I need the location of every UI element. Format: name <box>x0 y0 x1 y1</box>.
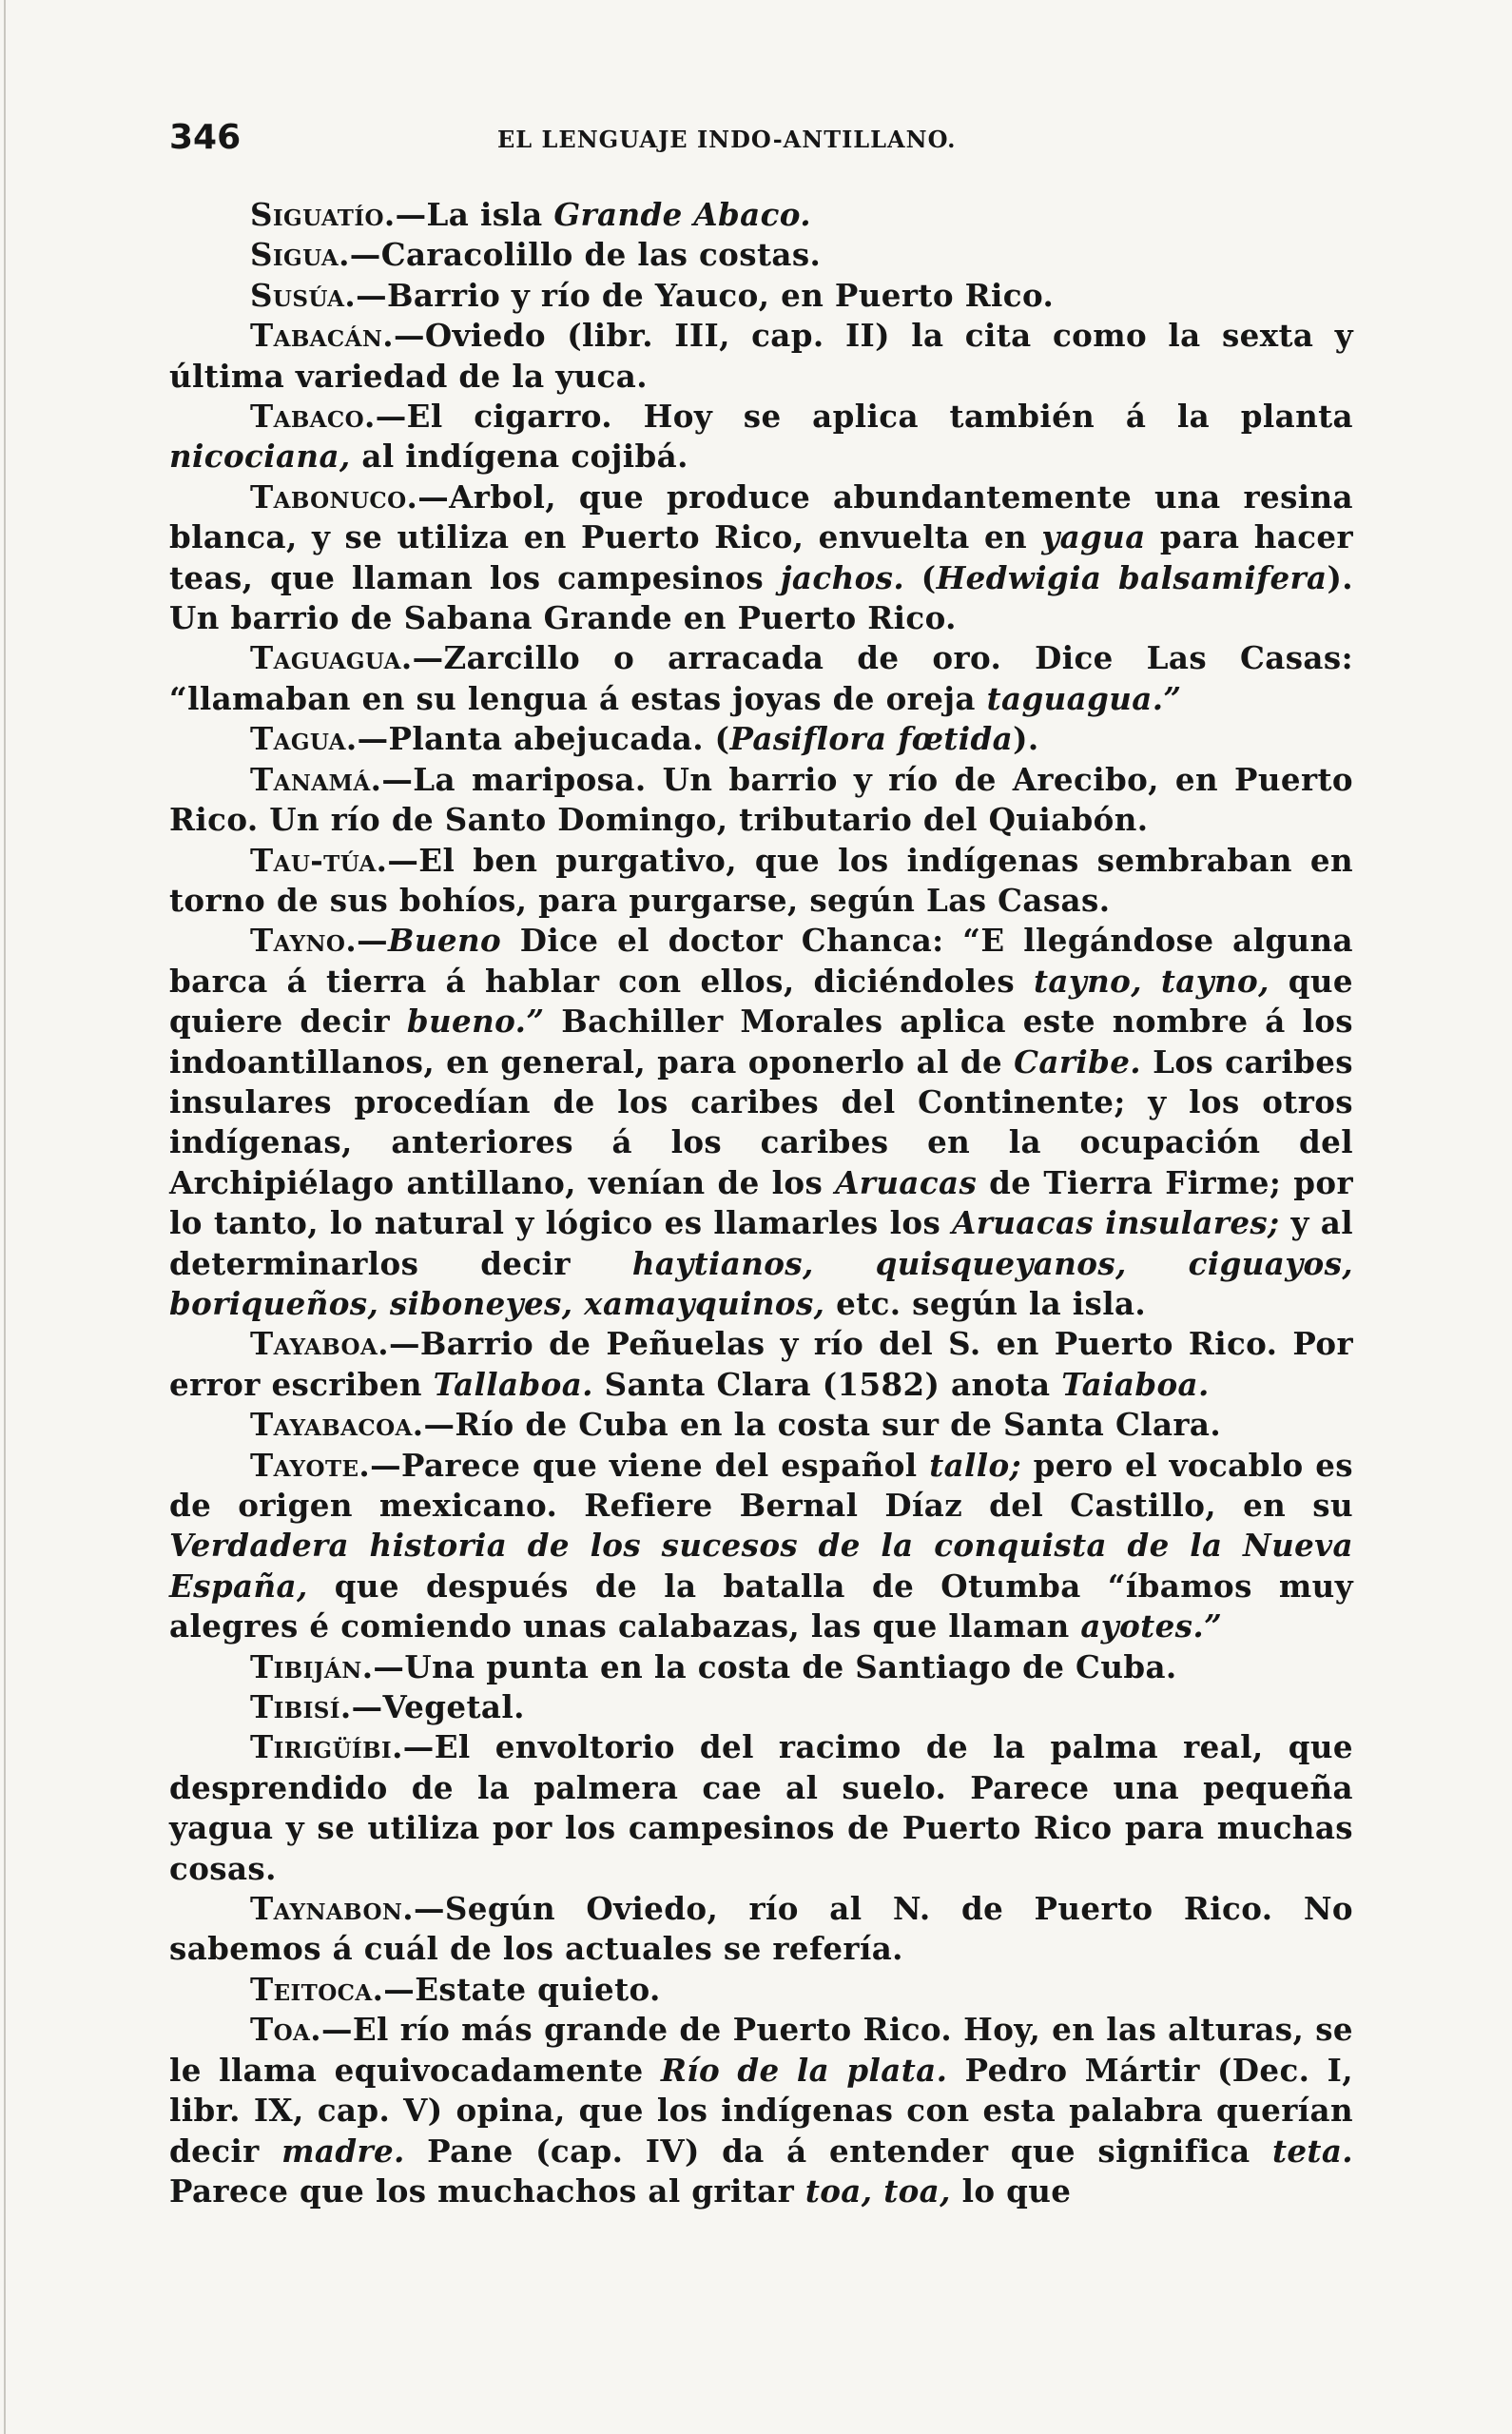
entry-italic-text: tallo; <box>929 1446 1022 1484</box>
entry-italic-text: Río de la plata. <box>660 2051 948 2089</box>
entry-text: —Caracolillo de las costas. <box>349 236 822 274</box>
entry-italic-text: teta. <box>1271 2132 1354 2170</box>
entry-term: Tagua. <box>250 720 358 758</box>
entry-italic-text: yagua <box>1041 518 1146 556</box>
entry-italic-text: Aruacas <box>835 1163 978 1201</box>
entry-term: Tabaco. <box>250 398 376 436</box>
entry-term: Taguagua. <box>250 639 413 677</box>
entry-term: Tibisí. <box>250 1688 352 1726</box>
entry-term: Tayaboa. <box>250 1325 389 1363</box>
entry-term: Toa. <box>250 2011 321 2049</box>
page-number: 346 <box>169 118 242 157</box>
dictionary-entry <box>169 1647 1353 1687</box>
entry-term: Tau-túa. <box>250 841 388 879</box>
entry-text: y al determinarlos decir <box>169 1204 1353 1282</box>
dictionary-entry <box>169 316 1353 397</box>
entry-term: Tirigüíbi. <box>250 1728 403 1766</box>
entry-text: de Tierra Firme; por lo tanto, lo natural y lógico es llamarles los <box>169 1163 1353 1242</box>
entry-italic-text: Pasiflora fœtida <box>729 720 1014 758</box>
dictionary-entry <box>169 397 1353 477</box>
entry-italic-text: toa, toa, <box>804 2171 951 2210</box>
entry-text: pero el vocablo es de origen mexicano. Refiere Bernal Díaz del Castillo, en su <box>169 1446 1354 1524</box>
page-edge-line <box>4 0 6 2434</box>
entry-italic-text: haytianos, quisqueyanos, ciguayos, boriqueños, siboneyes, xamayquinos, <box>169 1244 1353 1322</box>
dictionary-entry <box>169 921 1353 1324</box>
entry-term: Siguatío. <box>250 196 396 233</box>
dictionary-entry <box>169 1446 1353 1647</box>
entry-term: Sigua. <box>250 236 350 274</box>
entry-text: —Río de Cuba en la costa sur de Santa Clara. <box>423 1406 1222 1444</box>
dictionary-entry <box>169 1687 1353 1727</box>
entry-italic-text: Taiaboa. <box>1061 1365 1210 1403</box>
entry-italic-text: tayno, tayno, <box>1033 962 1270 1000</box>
entry-italic-text: Hedwigia balsamifera <box>936 558 1328 596</box>
entry-term: Susúa. <box>250 276 357 314</box>
entry-text: —El río más grande de Puerto Rico. Hoy, en las alturas, se le llama equivocadamente <box>169 2011 1353 2089</box>
entry-text: —La mariposa. Un barrio y río de Arecibo, en Puerto Rico. Un río de Santo Domingo, tributario del Quiabón. <box>169 760 1353 839</box>
entry-text: —El ben purgativo, que los indígenas sembraban en torno de sus bohíos, para purgarse, según Las Casas. <box>169 841 1353 919</box>
entry-term: Teitoca. <box>250 1970 384 2008</box>
entry-italic-text: taguagua.” <box>986 679 1182 717</box>
entry-text: Pedro Mártir (Dec. I, libr. IX, cap. V) opina, que los indígenas con esta palabra querían decir <box>169 2051 1353 2170</box>
entry-text: —Barrio de Peñuelas y río del S. en Puerto Rico. Por error escriben <box>169 1325 1353 1403</box>
entry-text: Santa Clara (1582) anota <box>592 1365 1062 1403</box>
entry-text: —Parece que viene del español <box>370 1446 930 1484</box>
entry-text: —Oviedo (libr. III, cap. II) la cita como la sexta y última variedad de la yuca. <box>169 317 1353 395</box>
entry-text: —Arbol, que produce abundantemente una resina blanca, y se utiliza en Puerto Rico, envuelta en <box>169 477 1353 556</box>
entry-text: ). <box>1013 720 1039 758</box>
entry-italic-text: Bueno <box>387 922 502 960</box>
entry-italic-text: ayotes.” <box>1080 1607 1223 1645</box>
entry-text: ). Un barrio de Sabana Grande en Puerto Rico. <box>169 558 1354 637</box>
entry-term: Tibiján. <box>250 1647 374 1685</box>
entry-term: Tanamá. <box>250 760 382 798</box>
entry-text: Los caribes insulares procedían de los caribes del Continente; y los otros indígenas, anteriores á los caribes en la ocupación del Archipiélago antillano, venían de los <box>169 1042 1353 1201</box>
entry-term: Taynabon. <box>250 1890 415 1928</box>
dictionary-entry <box>169 1889 1353 1970</box>
dictionary-entry <box>169 1727 1353 1889</box>
entry-text: etc. según la isla. <box>824 1284 1147 1322</box>
entry-text: lo que <box>950 2171 1072 2210</box>
entry-text: —Zarcillo o arracada de oro. Dice Las Casas: “llamaban en su lengua á estas joyas de oreja <box>169 639 1353 717</box>
entry-text: que después de la batalla de Otumba “íbamos muy alegres é comiendo unas calabazas, las que llaman <box>169 1567 1353 1645</box>
entry-term: Tayabacoa. <box>250 1406 424 1444</box>
entry-text: que quiere decir <box>169 962 1353 1041</box>
dictionary-entry <box>169 235 1353 275</box>
dictionary-entries <box>169 195 1353 2211</box>
entry-text: —Según Oviedo, río al N. de Puerto Rico. No sabemos á cuál de los actuales se refería. <box>169 1890 1353 1968</box>
dictionary-entry <box>169 1970 1353 2010</box>
entry-italic-text: jachos. <box>780 558 905 596</box>
entry-text: —El envoltorio del racimo de la palma real, que desprendido de la palmera cae al suelo. Parece una pequeña yagua y se utiliza por los campesinos de Puerto Rico para muchas cosas. <box>169 1728 1353 1887</box>
entry-term: Tayote. <box>250 1446 371 1484</box>
entry-text: Pane (cap. IV) da á entender que significa <box>404 2132 1272 2170</box>
entry-italic-text: Tallaboa. <box>433 1365 593 1403</box>
entry-italic-text: Caribe. <box>1014 1042 1142 1081</box>
dictionary-entry <box>169 477 1353 639</box>
dictionary-entry <box>169 719 1353 759</box>
entry-text: al indígena cojibá. <box>350 438 688 476</box>
entry-text: —Estate quieto. <box>383 1970 661 2008</box>
entry-text: —El cigarro. Hoy se aplica también á la planta <box>375 398 1353 436</box>
entry-text: —Planta abejucada. ( <box>357 720 730 758</box>
entry-term: Tabacán. <box>250 317 395 355</box>
dictionary-entry <box>169 760 1353 841</box>
entry-text: Dice el doctor Chanca: “E llegándose alguna barca á tierra á hablar con ellos, diciéndoles <box>169 922 1353 1000</box>
dictionary-entry <box>169 1405 1353 1445</box>
entry-text: ( <box>904 558 937 596</box>
entry-italic-text: Verdadera historia de los sucesos de la conquista de la Nueva España, <box>169 1527 1353 1605</box>
entry-italic-text: Grande Abaco. <box>553 196 812 233</box>
entry-term: Tabonuco. <box>250 477 418 516</box>
entry-text: —Vegetal. <box>351 1688 525 1726</box>
entry-text: —Barrio y río de Yauco, en Puerto Rico. <box>356 276 1055 314</box>
page-header <box>169 114 1353 171</box>
entry-text: —Una punta en la costa de Santiago de Cuba. <box>373 1647 1177 1685</box>
entry-text: Parece que los muchachos al gritar <box>169 2171 805 2210</box>
entry-text: para hacer teas, que llaman los campesinos <box>169 518 1353 596</box>
dictionary-entry <box>169 276 1353 316</box>
entry-text: — <box>357 922 388 960</box>
entry-italic-text: Aruacas insulares; <box>952 1204 1280 1242</box>
entry-italic-text: bueno.” <box>406 1003 545 1041</box>
dictionary-entry <box>169 2010 1353 2211</box>
running-title: EL LENGUAJE INDO-ANTILLANO. <box>497 126 957 153</box>
entry-text: Bachiller Morales aplica este nombre á los indoantillanos, en general, para oponerlo al de <box>169 1003 1353 1081</box>
entry-term: Tayno. <box>250 922 358 960</box>
dictionary-entry <box>169 195 1353 235</box>
entry-italic-text: madre. <box>281 2132 405 2170</box>
dictionary-entry <box>169 1324 1353 1405</box>
entry-text: —La isla <box>395 196 554 233</box>
dictionary-entry <box>169 841 1353 922</box>
dictionary-entry <box>169 638 1353 719</box>
entry-italic-text: nicociana, <box>169 438 351 476</box>
